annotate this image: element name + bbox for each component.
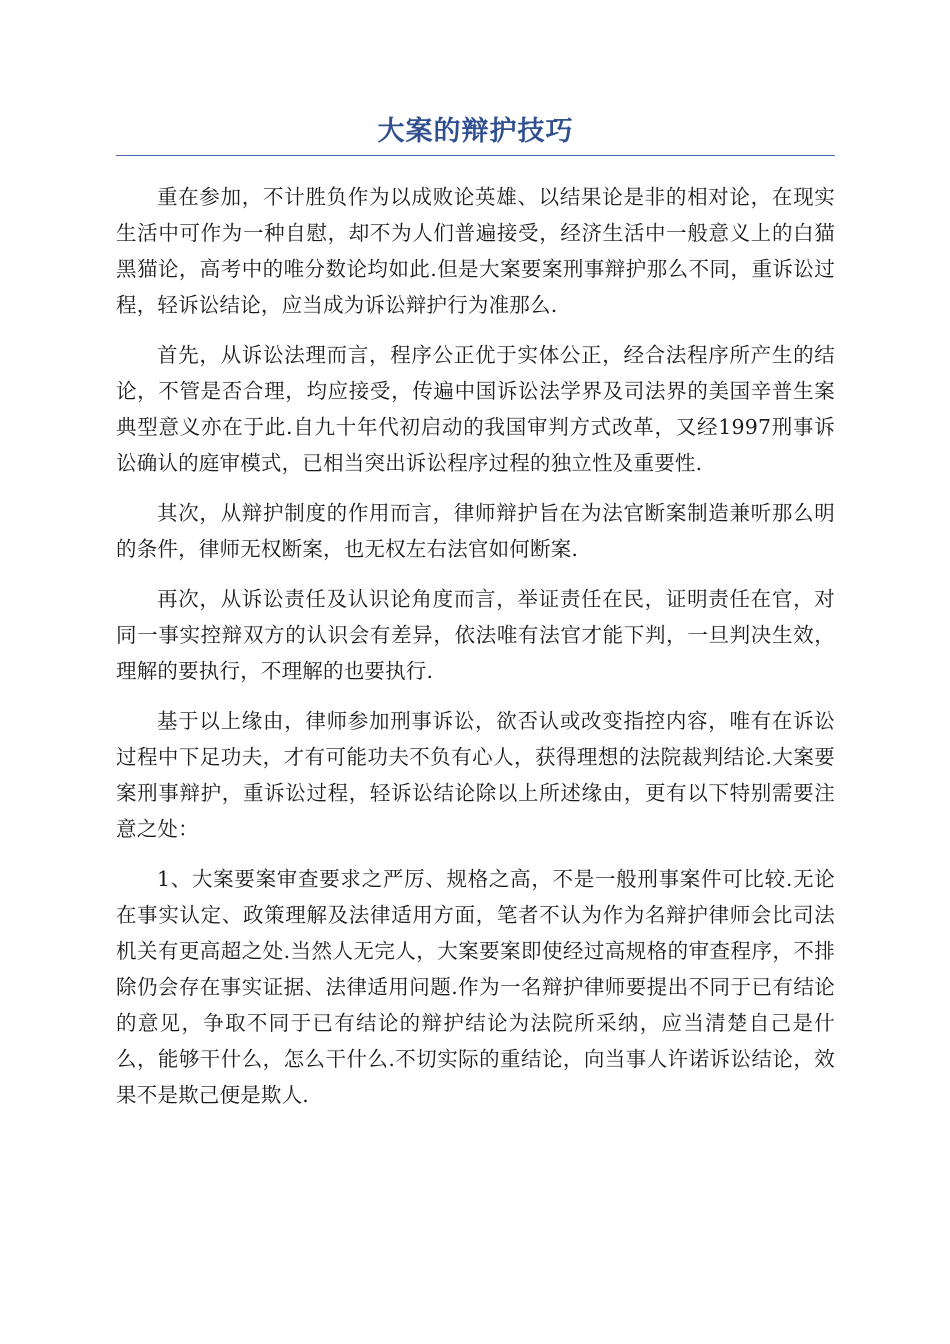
paragraph-4: 再次，从诉讼责任及认识论角度而言，举证责任在民，证明责任在官，对同一事实控辩双方的认识会有差异，依法唯有法官才能下判，一旦判决生效，理解的要执行，不理解的也要执行. [116,587,835,683]
paragraph-2: 首先，从诉讼法理而言，程序公正优于实体公正，经合法程序所产生的结论，不管是否合理，均应接受，传遍中国诉讼法学界及司法界的美国辛普生案典型意义亦在于此.自九十年代初启动的我国审判方式改革，又经1997刑事诉讼确认的庭审模式，已相当突出诉讼程序过程的独立性及重要性. [116,343,835,475]
paragraph-6: 1、大案要案审查要求之严厉、规格之高，不是一般刑事案件可比较.无论在事实认定、政策理解及法律适用方面，笔者不认为作为名辩护律师会比司法机关有更高超之处.当然人无完人，大案要案即使经过高规格的审查程序，不排除仍会存在事实证据、法律适用问题.作为一名辩护律师要提出不同于已有结论的意见，争取不同于已有结论的辩护结论为法院所采纳，应当清楚自己是什么，能够干什么，怎么干什么.不切实际的重结论，向当事人许诺诉讼结论，效果不是欺己便是欺人. [116,867,835,1107]
title-underline [116,155,835,156]
paragraph-5: 基于以上缘由，律师参加刑事诉讼，欲否认或改变指控内容，唯有在诉讼过程中下足功夫，才有可能功夫不负有心人，获得理想的法院裁判结论.大案要案刑事辩护，重诉讼过程，轻诉讼结论除以上所述缘由，更有以下特别需要注意之处： [116,709,835,841]
document-page [116,112,835,1127]
document-title: 大案的辩护技巧 [377,116,574,147]
paragraph-1: 重在参加，不计胜负作为以成败论英雄、以结果论是非的相对论，在现实生活中可作为一种自慰，却不为人们普遍接受，经济生活中一般意义上的白猫黑猫论，高考中的唯分数论均如此.但是大案要案刑事辩护那么不同，重诉讼过程，轻诉讼结论，应当成为诉讼辩护行为准那么. [116,185,835,317]
paragraph-3: 其次，从辩护制度的作用而言，律师辩护旨在为法官断案制造兼听那么明的条件，律师无权断案，也无权左右法官如何断案. [116,501,835,561]
